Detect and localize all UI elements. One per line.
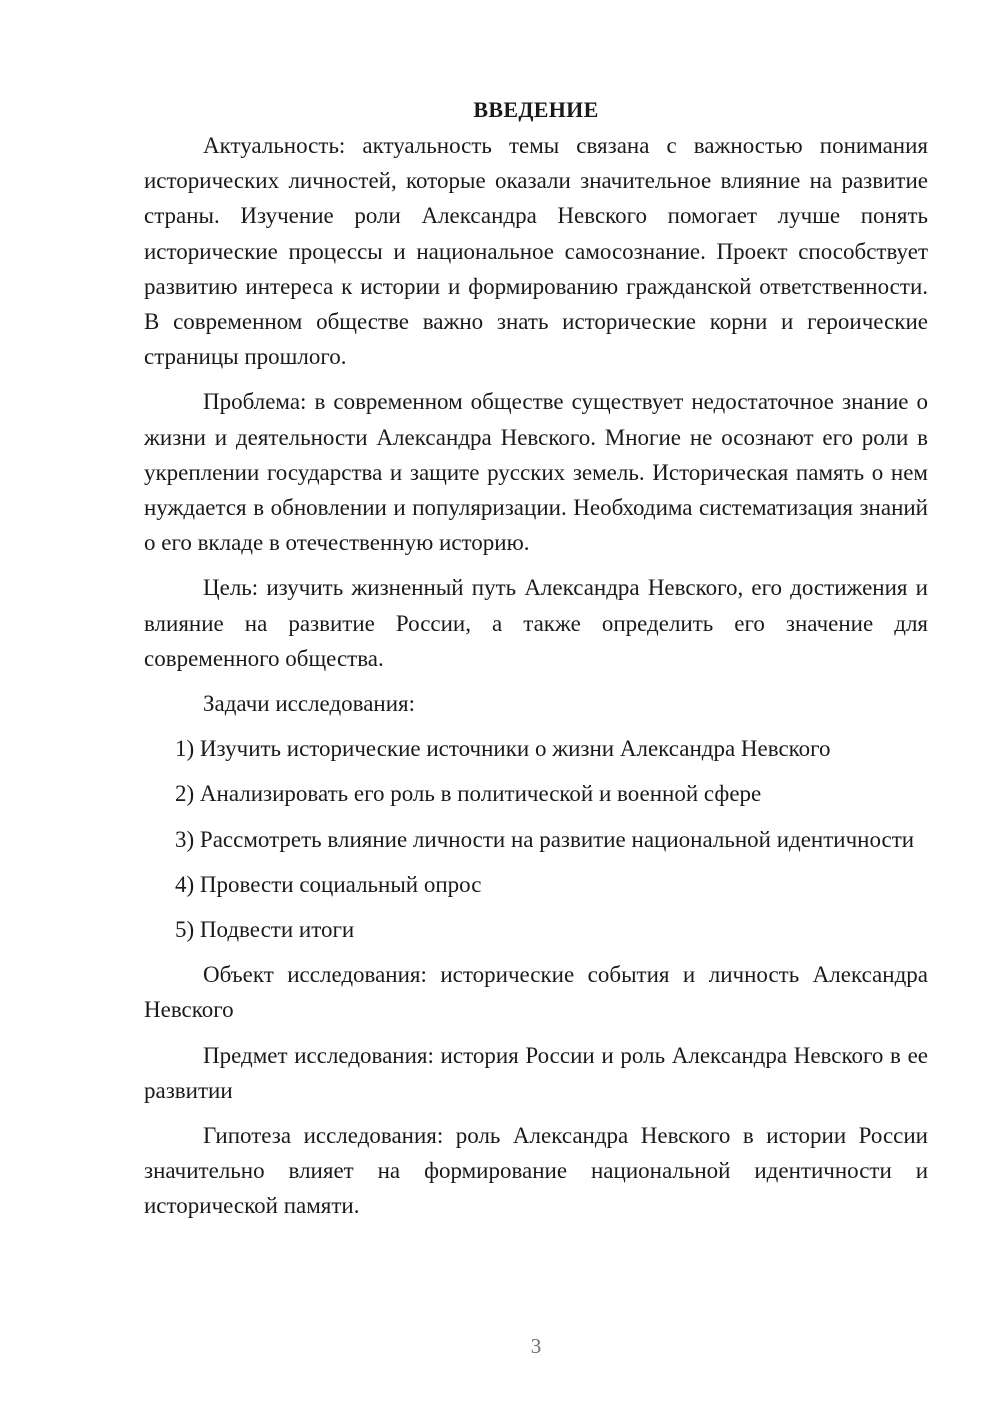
task-item: 2) Анализировать его роль в политической и военной сфере: [175, 781, 762, 807]
page-title: ВВЕДЕНИЕ: [473, 97, 599, 122]
task-item: 1) Изучить исторические источники о жизни Александра Невского: [175, 736, 831, 762]
page-number: 3: [530, 1334, 542, 1358]
goal-paragraph: Цель: изучить жизненный путь Александра Невского, его достижения и влияние на развитие России, а также определить его значение для современного общества.: [144, 575, 928, 671]
object-paragraph: Объект исследования: исторические события и личность Александра Невского: [144, 962, 928, 1023]
subject-paragraph: Предмет исследования: история России и роль Александра Невского в ее развитии: [144, 1042, 928, 1103]
relevance-paragraph: Актуальность: актуальность темы связана с важностью понимания исторических личностей, которые оказали значительное влияние на развитие страны. Изучение роли Александра Невского помогает лучше понять исторические процессы и национальное самосознание. Проект способствует развитию интереса к истории и формированию гражданской ответственности. В современном обществе важно знать исторические корни и героические страницы прошлого.: [144, 133, 928, 370]
page-content: [144, 93, 928, 1224]
task-item: 4) Провести социальный опрос: [175, 871, 482, 897]
task-item: 5) Подвести итоги: [175, 917, 355, 943]
hypothesis-paragraph: Гипотеза исследования: роль Александра Невского в истории России значительно влияет на формирование национальной идентичности и исторической памяти.: [144, 1123, 928, 1219]
problem-paragraph: Проблема: в современном обществе существует недостаточное знание о жизни и деятельности Александра Невского. Многие не осознают его роли в укреплении государства и защите русских земель. Историческая память о нем нуждается в обновлении и популяризации. Необходима систематизация знаний о его вкладе в отечественную историю.: [144, 389, 928, 556]
tasks-heading: Задачи исследования:: [203, 691, 416, 717]
task-item: 3) Рассмотреть влияние личности на развитие национальной идентичности: [175, 826, 915, 852]
